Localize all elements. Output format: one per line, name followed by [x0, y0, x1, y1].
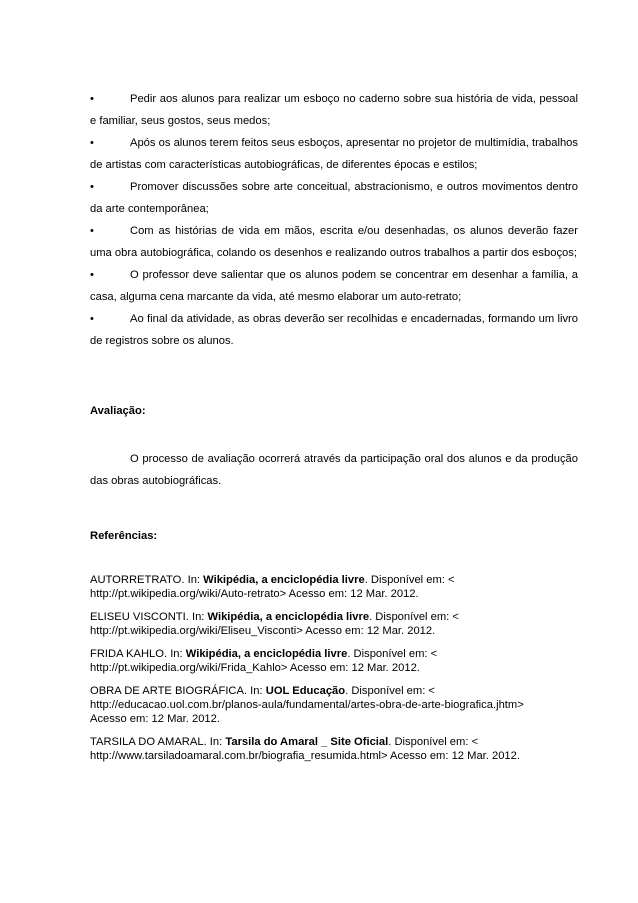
evaluation-paragraph: O processo de avaliação ocorrerá através da participação oral dos alunos e da produção das obras autobiográficas.	[90, 453, 578, 487]
bullet-icon: •	[90, 269, 94, 281]
references-heading: Referências:	[90, 530, 158, 542]
bullet-item: • Ao final da atividade, as obras deverão ser recolhidas e encadernadas, formando um livro de registros sobre os alunos.	[90, 308, 578, 352]
reference-item: TARSILA DO AMARAL. In: Tarsila do Amaral _ Site Oficial. Disponível em: < http://www.tarsiladoamaral.com.br/biografia_resumida.html> Acesso em: 12 Mar. 2012.	[90, 736, 520, 762]
bullet-item: • Com as histórias de vida em mãos, escrita e/ou desenhadas, os alunos deverão fazer uma obra autobiográfica, colando os desenhos e realizando outros trabalhos a partir dos esboços;	[90, 220, 578, 264]
bullet-item: • Promover discussões sobre arte conceitual, abstracionismo, e outros movimentos dentro da arte contemporânea;	[90, 176, 578, 220]
bullet-item: • Após os alunos terem feitos seus esboços, apresentar no projetor de multimídia, trabalhos de artistas com características autobiográficas, de diferentes épocas e estilos;	[90, 132, 578, 176]
bullet-icon: •	[90, 225, 94, 237]
bullet-icon: •	[90, 93, 94, 105]
evaluation-heading: Avaliação:	[90, 405, 146, 417]
reference-item: ELISEU VISCONTI. In: Wikipédia, a enciclopédia livre. Disponível em: < http://pt.wikipedia.org/wiki/Eliseu_Visconti> Acesso em: 12 Mar. 2012.	[90, 611, 459, 637]
activity-bullet-list	[90, 88, 578, 352]
bullet-item: • O professor deve salientar que os alunos podem se concentrar em desenhar a família, a casa, alguma cena marcante da vida, até mesmo elaborar um auto-retrato;	[90, 264, 578, 308]
reference-item: OBRA DE ARTE BIOGRÁFICA. In: UOL Educação. Disponível em: < http://educacao.uol.com.br/planos-aula/fundamental/artes-obra-de-arte-biografica.jhtm> Acesso em: 12 Mar. 2012.	[90, 685, 524, 725]
bullet-icon: •	[90, 313, 94, 325]
bullet-item: • Pedir aos alunos para realizar um esboço no caderno sobre sua história de vida, pessoal e familiar, seus gostos, seus medos;	[90, 88, 578, 132]
bullet-icon: •	[90, 137, 94, 149]
bullet-icon: •	[90, 181, 94, 193]
reference-item: FRIDA KAHLO. In: Wikipédia, a enciclopédia livre. Disponível em: < http://pt.wikipedia.org/wiki/Frida_Kahlo> Acesso em: 12 Mar. 2012.	[90, 648, 438, 674]
reference-item: AUTORRETRATO. In: Wikipédia, a enciclopédia livre. Disponível em: < http://pt.wikipedia.org/wiki/Auto-retrato> Acesso em: 12 Mar. 2012.	[90, 574, 455, 600]
references-list	[90, 573, 590, 772]
